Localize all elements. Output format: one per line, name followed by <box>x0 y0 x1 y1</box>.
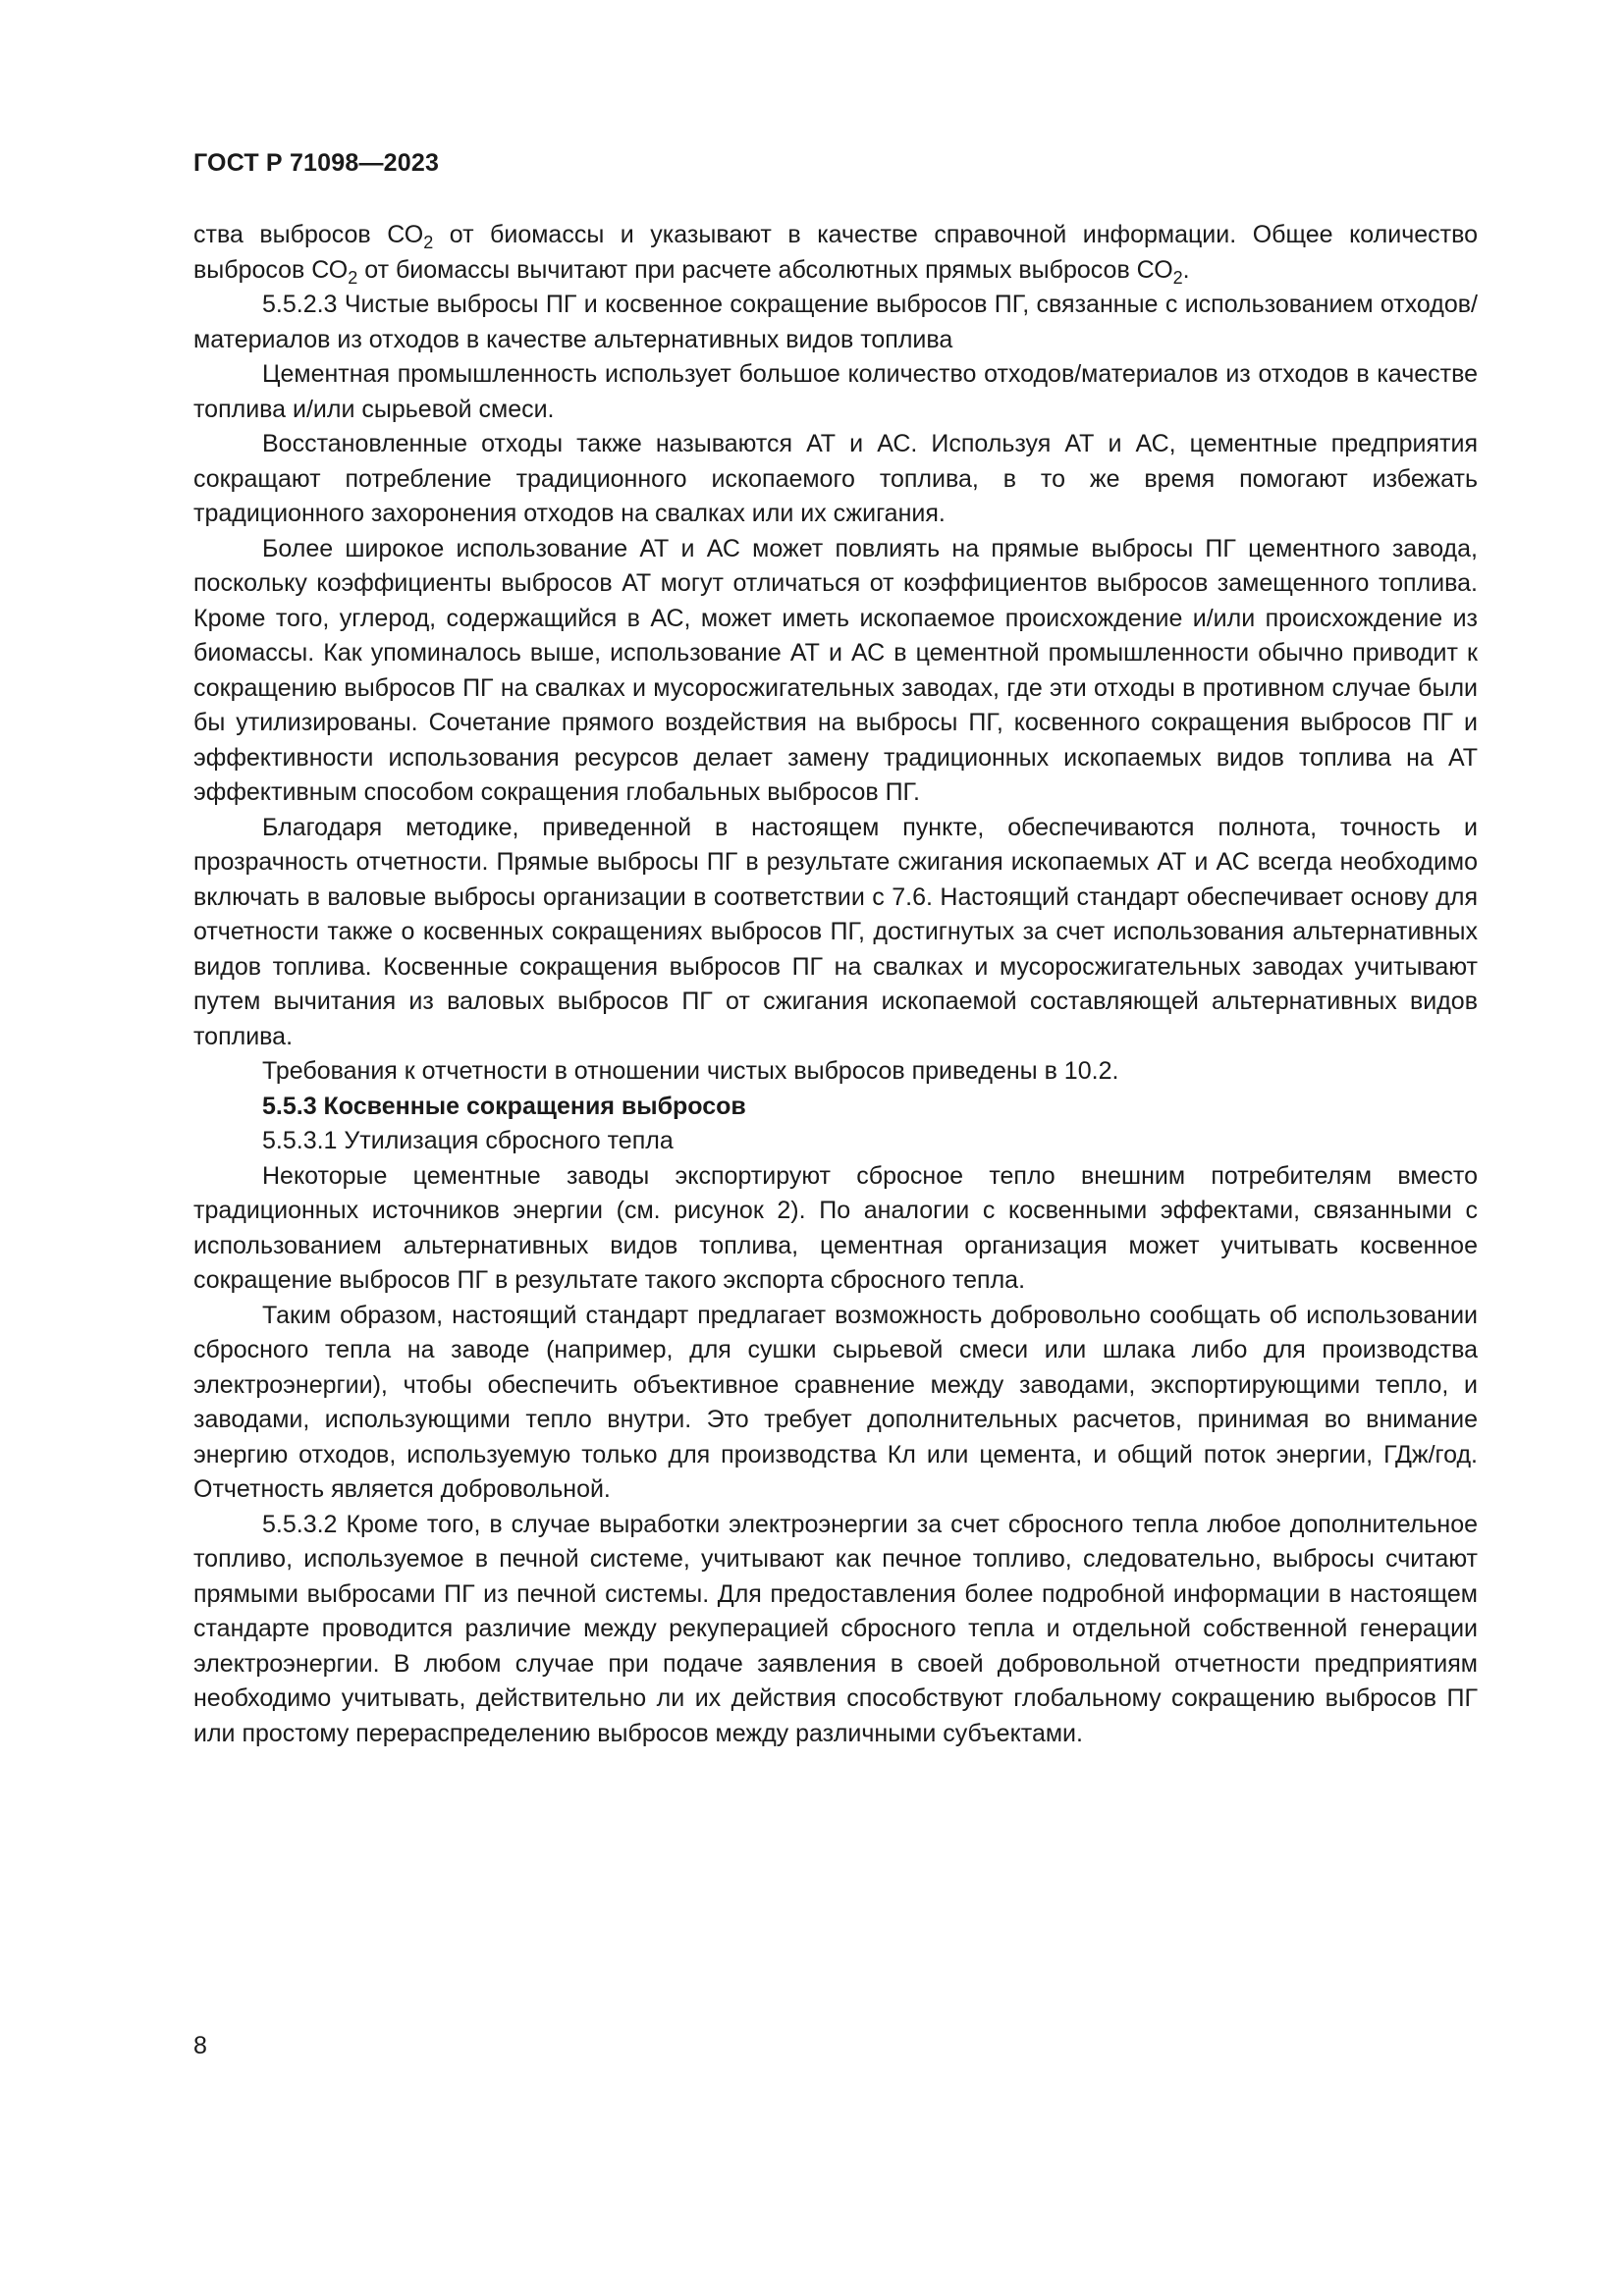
clause-5-5-2-3: 5.5.2.3 Чистые выбросы ПГ и косвенное сокращение выбросов ПГ, связанные с использованием отходов/материалов из отходов в качестве альтернативных видов топлива <box>193 291 1478 353</box>
paragraph: Восстановленные отходы также называются АТ и АС. Используя АТ и АС, цементные предприятия сокращают потребление традиционного ископаемого топлива, в то же время помогают избежать традиционного захоронения отходов на свалках или их сжигания. <box>193 430 1478 527</box>
intro-paragraph: ства выбросов $СО_2$ от биомассы и указывают в качестве справочной информации. Общее количество выбросов $СО_2$ от биомассы вычитают при расчете абсолютных прямых выбросов $СО_2$. <box>193 221 1478 288</box>
clause-5-5-3-1: 5.5.3.1 Утилизация сбросного тепла <box>262 1127 674 1154</box>
clause-5-5-3-2: 5.5.3.2 Кроме того, в случае выработки электроэнергии за счет сбросного тепла любое дополнительное топливо, используемое в печной системе, учитывают как печное топливо, следовательно, выбросы считают прямыми выбросами ПГ из печной системы. Для предоставления более подробной информации в настоящем стандарте проводится различие между рекуперацией сбросного тепла и отдельной собственной генерации электроэнергии. В любом случае при подаче заявления в своей добровольной отчетности предприятиям необходимо учитывать, действительно ли их действия способствуют глобальному сокращению выбросов ПГ или простому перераспределению выбросов между различными субъектами. <box>193 1510 1478 1747</box>
page-number: 8 <box>193 2032 207 2059</box>
paragraph: Таким образом, настоящий стандарт предлагает возможность добровольно сообщать об использовании сбросного тепла на заводе (например, для сушки сырьевой смеси или шлака либо для производства электроэнергии), чтобы обеспечить объективное сравнение между заводами, экспортирующими тепло, и заводами, использующими тепло внутри. Это требует дополнительных расчетов, принимая во внимание энергию отходов, используемую только для производства Кл или цемента, и общий поток энергии, ГДж/год. Отчетность является добровольной. <box>193 1301 1478 1503</box>
paragraph: Цементная промышленность использует большое количество отходов/материалов из отходов в качестве топлива и/или сырьевой смеси. <box>193 360 1478 423</box>
document-header: ГОСТ Р 71098—2023 <box>193 149 440 177</box>
paragraph: Более широкое использование АТ и АС может повлиять на прямые выбросы ПГ цементного завода, поскольку коэффициенты выбросов АТ могут отличаться от коэффициентов выбросов замещенного топлива. Кроме того, углерод, содержащийся в АС, может иметь ископаемое происхождение и/или происхождение из биомассы. Как упоминалось выше, использование АТ и АС в цементной промышленности обычно приводит к сокращению выбросов ПГ на свалках и мусоросжигательных заводах, где эти отходы в противном случае были бы утилизированы. Сочетание прямого воздействия на выбросы ПГ, косвенного сокращения выбросов ПГ и эффективности использования ресурсов делает замену традиционных ископаемых видов топлива на АТ эффективным способом сокращения глобальных выбросов ПГ. <box>193 534 1478 806</box>
section-heading-5-5-3: 5.5.3 Косвенные сокращения выбросов <box>262 1092 746 1120</box>
paragraph: Благодаря методике, приведенной в настоящем пункте, обеспечиваются полнота, точность и прозрачность отчетности. Прямые выбросы ПГ в результате сжигания ископаемых АТ и АС всегда необходимо включать в валовые выбросы организации в соответствии с 7.6. Настоящий стандарт обеспечивает основу для отчетности также о косвенных сокращениях выбросов ПГ, достигнутых за счет использования альтернативных видов топлива. Косвенные сокращения выбросов ПГ на свалках и мусоросжигательных заводах учитывают путем вычитания из валовых выбросов ПГ от сжигания ископаемой составляющей альтернативных видов топлива. <box>193 813 1478 1050</box>
document-body <box>193 218 1478 1751</box>
paragraph: Некоторые цементные заводы экспортируют сбросное тепло внешним потребителям вместо традиционных источников энергии (см. рисунок 2). По аналогии с косвенными эффектами, связанными с использованием альтернативных видов топлива, цементная организация может учитывать косвенное сокращение выбросов ПГ в результате такого экспорта сбросного тепла. <box>193 1161 1478 1294</box>
paragraph: Требования к отчетности в отношении чистых выбросов приведены в 10.2. <box>262 1057 1119 1085</box>
